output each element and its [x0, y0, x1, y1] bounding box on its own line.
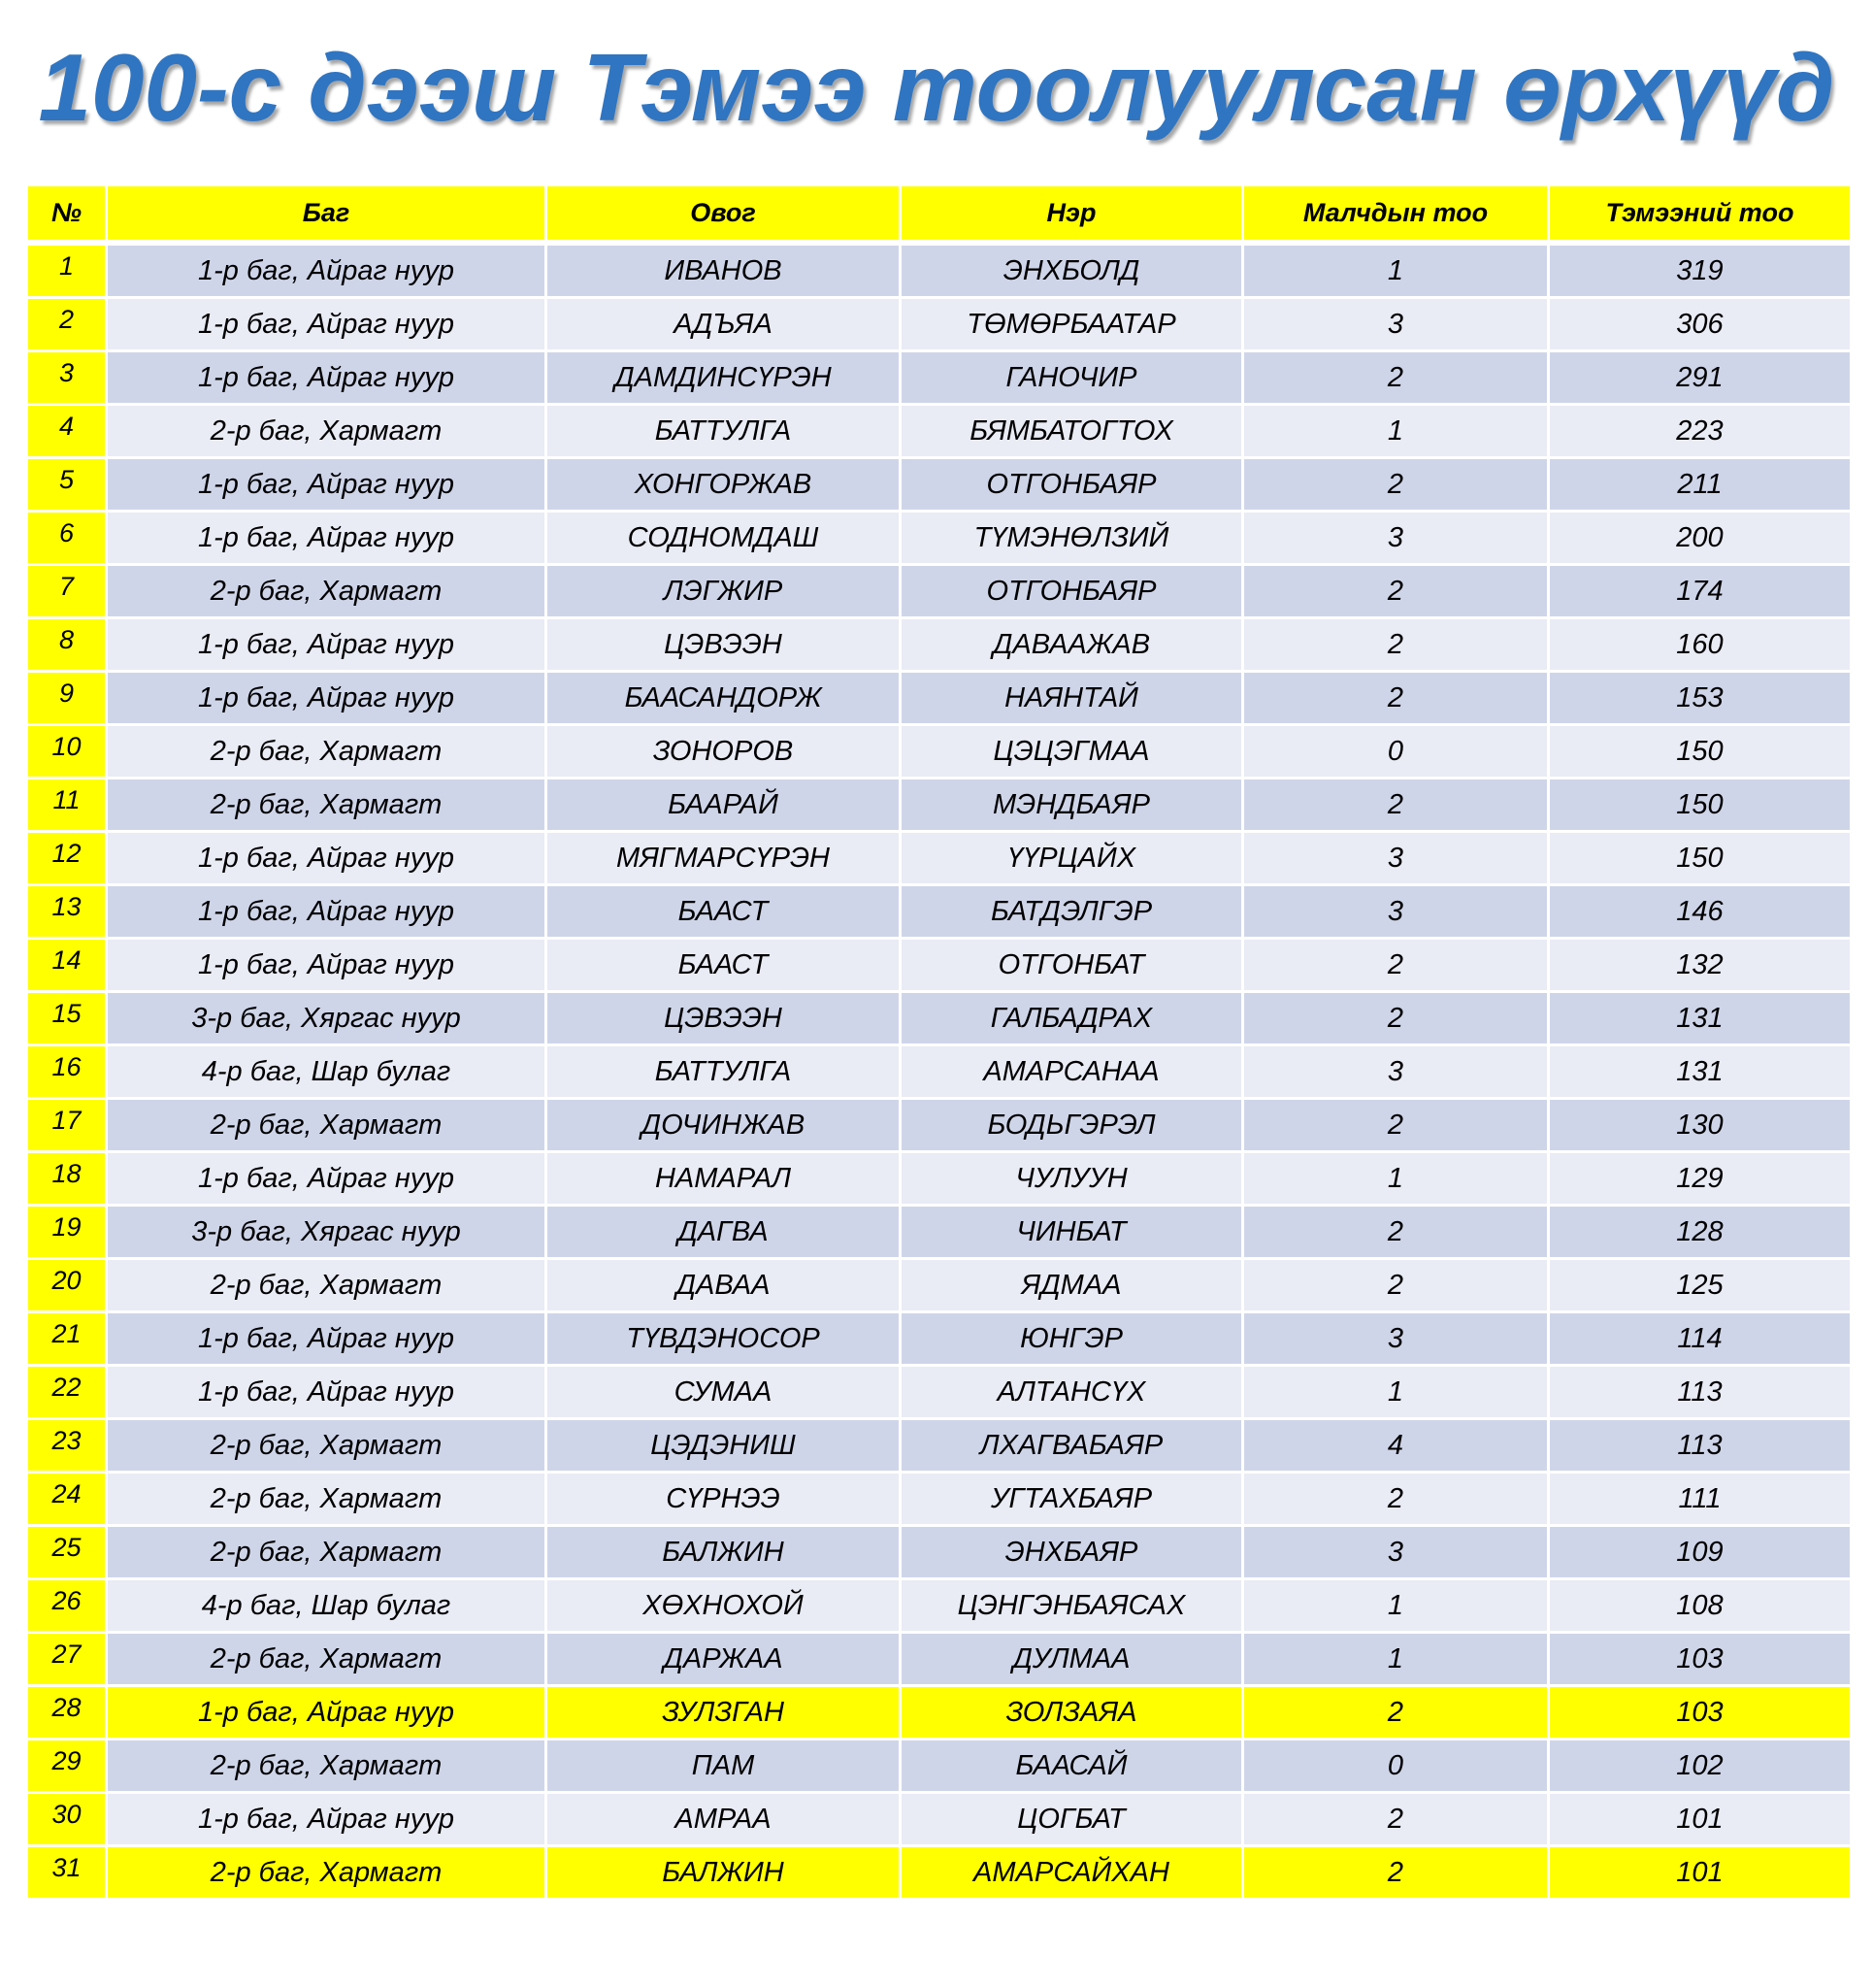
cell-ovog: БАЛЖИН: [546, 1526, 901, 1579]
cell-malchin-count: 2: [1243, 779, 1549, 832]
cell-malchin-count: 2: [1243, 351, 1549, 405]
cell-ner: ОТГОНБАТ: [901, 939, 1243, 992]
cell-ovog: СОДНОМДАШ: [546, 512, 901, 565]
table-row: [27, 1099, 1852, 1152]
cell-ovog: БАТТУЛГА: [546, 405, 901, 458]
table-row: [27, 1152, 1852, 1206]
cell-ovog: АДЪЯА: [546, 298, 901, 351]
cell-number: 9: [27, 672, 107, 725]
table-row: [27, 939, 1852, 992]
cell-ner: АМАРСАЙХАН: [901, 1846, 1243, 1900]
cell-ovog: ЦЭДЭНИШ: [546, 1419, 901, 1473]
cell-number: 7: [27, 565, 107, 618]
cell-number: 16: [27, 1045, 107, 1099]
cell-number: 31: [27, 1846, 107, 1900]
cell-camel-count: 153: [1549, 672, 1852, 725]
table-row: [27, 885, 1852, 939]
cell-camel-count: 108: [1549, 1579, 1852, 1633]
cell-malchin-count: 1: [1243, 1633, 1549, 1686]
table-row: [27, 1846, 1852, 1900]
cell-ner: ЧИНБАТ: [901, 1206, 1243, 1259]
cell-ovog: БАЛЖИН: [546, 1846, 901, 1900]
cell-ner: НАЯНТАЙ: [901, 672, 1243, 725]
cell-number: 3: [27, 351, 107, 405]
cell-ovog: ДАВАА: [546, 1259, 901, 1312]
cell-malchin-count: 2: [1243, 565, 1549, 618]
header-ovog: Овог: [546, 185, 901, 244]
cell-ovog: ДАГВА: [546, 1206, 901, 1259]
cell-bag: 1-р баг, Айраг нуур: [107, 618, 546, 672]
cell-ner: ГАЛБАДРАХ: [901, 992, 1243, 1045]
cell-number: 1: [27, 243, 107, 298]
cell-malchin-count: 3: [1243, 1312, 1549, 1366]
cell-ner: ЦЭНГЭНБАЯСАХ: [901, 1579, 1243, 1633]
cell-bag: 1-р баг, Айраг нуур: [107, 1152, 546, 1206]
cell-ovog: ХОНГОРЖАВ: [546, 458, 901, 512]
cell-malchin-count: 2: [1243, 672, 1549, 725]
cell-ner: ГАНОЧИР: [901, 351, 1243, 405]
table-row: [27, 672, 1852, 725]
cell-malchin-count: 4: [1243, 1419, 1549, 1473]
cell-ovog: БААРАЙ: [546, 779, 901, 832]
cell-bag: 1-р баг, Айраг нуур: [107, 1686, 546, 1740]
cell-camel-count: 132: [1549, 939, 1852, 992]
cell-bag: 1-р баг, Айраг нуур: [107, 939, 546, 992]
table-header-row: [27, 185, 1852, 244]
cell-ner: АЛТАНСҮХ: [901, 1366, 1243, 1419]
cell-number: 29: [27, 1740, 107, 1793]
cell-ner: ЛХАГВАБАЯР: [901, 1419, 1243, 1473]
cell-number: 8: [27, 618, 107, 672]
cell-camel-count: 130: [1549, 1099, 1852, 1152]
cell-ovog: ЦЭВЭЭН: [546, 992, 901, 1045]
cell-bag: 3-р баг, Хяргас нуур: [107, 1206, 546, 1259]
cell-bag: 4-р баг, Шар булаг: [107, 1579, 546, 1633]
cell-bag: 2-р баг, Хармагт: [107, 1846, 546, 1900]
table-row: [27, 512, 1852, 565]
cell-number: 21: [27, 1312, 107, 1366]
header-number: №: [27, 185, 107, 244]
cell-ovog: АМРАА: [546, 1793, 901, 1846]
cell-number: 11: [27, 779, 107, 832]
cell-ovog: ЛЭГЖИР: [546, 565, 901, 618]
cell-camel-count: 291: [1549, 351, 1852, 405]
cell-camel-count: 113: [1549, 1419, 1852, 1473]
cell-malchin-count: 3: [1243, 512, 1549, 565]
cell-malchin-count: 2: [1243, 939, 1549, 992]
cell-ner: ЗОЛЗАЯА: [901, 1686, 1243, 1740]
cell-ovog: БААСАНДОРЖ: [546, 672, 901, 725]
cell-ner: БАТДЭЛГЭР: [901, 885, 1243, 939]
cell-malchin-count: 1: [1243, 1579, 1549, 1633]
cell-camel-count: 113: [1549, 1366, 1852, 1419]
cell-number: 4: [27, 405, 107, 458]
cell-number: 6: [27, 512, 107, 565]
cell-camel-count: 129: [1549, 1152, 1852, 1206]
cell-bag: 4-р баг, Шар булаг: [107, 1045, 546, 1099]
cell-ovog: СУМАА: [546, 1366, 901, 1419]
cell-bag: 1-р баг, Айраг нуур: [107, 885, 546, 939]
cell-ner: УГТАХБАЯР: [901, 1473, 1243, 1526]
cell-malchin-count: 2: [1243, 1206, 1549, 1259]
table-row: [27, 992, 1852, 1045]
table-body: [27, 243, 1852, 1900]
cell-bag: 1-р баг, Айраг нуур: [107, 298, 546, 351]
cell-ner: ДУЛМАА: [901, 1633, 1243, 1686]
table-row: [27, 351, 1852, 405]
cell-camel-count: 319: [1549, 243, 1852, 298]
cell-ner: ЦОГБАТ: [901, 1793, 1243, 1846]
cell-ner: МЭНДБАЯР: [901, 779, 1243, 832]
table-row: [27, 1259, 1852, 1312]
cell-bag: 1-р баг, Айраг нуур: [107, 1312, 546, 1366]
cell-bag: 1-р баг, Айраг нуур: [107, 243, 546, 298]
cell-ner: БОДЬГЭРЭЛ: [901, 1099, 1243, 1152]
table-row: [27, 1312, 1852, 1366]
header-bag: Баг: [107, 185, 546, 244]
cell-bag: 1-р баг, Айраг нуур: [107, 512, 546, 565]
cell-number: 24: [27, 1473, 107, 1526]
cell-ovog: ИВАНОВ: [546, 243, 901, 298]
cell-number: 19: [27, 1206, 107, 1259]
cell-bag: 1-р баг, Айраг нуур: [107, 1793, 546, 1846]
cell-malchin-count: 1: [1243, 1152, 1549, 1206]
cell-ner: ТӨМӨРБААТАР: [901, 298, 1243, 351]
cell-ovog: БАТТУЛГА: [546, 1045, 901, 1099]
cell-ovog: БААСТ: [546, 939, 901, 992]
cell-malchin-count: 1: [1243, 243, 1549, 298]
cell-number: 30: [27, 1793, 107, 1846]
table-row: [27, 1579, 1852, 1633]
cell-number: 5: [27, 458, 107, 512]
cell-malchin-count: 3: [1243, 1526, 1549, 1579]
cell-malchin-count: 3: [1243, 1045, 1549, 1099]
header-ner: Нэр: [901, 185, 1243, 244]
cell-ovog: БААСТ: [546, 885, 901, 939]
cell-ner: АМАРСАНАА: [901, 1045, 1243, 1099]
cell-number: 20: [27, 1259, 107, 1312]
page-title: 100-с дээш Тэмээ тоолуулсан өрхүүд: [38, 34, 1835, 141]
cell-malchin-count: 2: [1243, 618, 1549, 672]
cell-camel-count: 103: [1549, 1686, 1852, 1740]
cell-malchin-count: 2: [1243, 1686, 1549, 1740]
cell-camel-count: 160: [1549, 618, 1852, 672]
cell-ner: БААСАЙ: [901, 1740, 1243, 1793]
cell-number: 2: [27, 298, 107, 351]
cell-camel-count: 109: [1549, 1526, 1852, 1579]
cell-ovog: ПАМ: [546, 1740, 901, 1793]
table-row: [27, 1045, 1852, 1099]
cell-camel-count: 114: [1549, 1312, 1852, 1366]
cell-malchin-count: 2: [1243, 458, 1549, 512]
cell-number: 13: [27, 885, 107, 939]
cell-ovog: ЗОНОРОВ: [546, 725, 901, 779]
table-row: [27, 458, 1852, 512]
cell-bag: 2-р баг, Хармагт: [107, 565, 546, 618]
cell-ner: ҮҮРЦАЙХ: [901, 832, 1243, 885]
cell-ner: ЭНХБОЛД: [901, 243, 1243, 298]
cell-ner: ОТГОНБАЯР: [901, 565, 1243, 618]
cell-malchin-count: 3: [1243, 298, 1549, 351]
header-malchin-count: Малчдын тоо: [1243, 185, 1549, 244]
cell-malchin-count: 1: [1243, 405, 1549, 458]
cell-bag: 1-р баг, Айраг нуур: [107, 672, 546, 725]
table-row: [27, 298, 1852, 351]
cell-ovog: ЦЭВЭЭН: [546, 618, 901, 672]
cell-malchin-count: 2: [1243, 992, 1549, 1045]
cell-ner: ЯДМАА: [901, 1259, 1243, 1312]
cell-bag: 1-р баг, Айраг нуур: [107, 832, 546, 885]
cell-malchin-count: 2: [1243, 1099, 1549, 1152]
header-camel-count: Тэмээний тоо: [1549, 185, 1852, 244]
cell-bag: 2-р баг, Хармагт: [107, 1633, 546, 1686]
cell-camel-count: 150: [1549, 779, 1852, 832]
cell-ner: ЧУЛУУН: [901, 1152, 1243, 1206]
table-row: [27, 1633, 1852, 1686]
cell-malchin-count: 0: [1243, 725, 1549, 779]
cell-ovog: ДАРЖАА: [546, 1633, 901, 1686]
table-row: [27, 1419, 1852, 1473]
cell-ovog: ЗУЛЗГАН: [546, 1686, 901, 1740]
cell-ovog: ТҮВДЭНОСОР: [546, 1312, 901, 1366]
table-row: [27, 1366, 1852, 1419]
cell-bag: 3-р баг, Хяргас нуур: [107, 992, 546, 1045]
cell-malchin-count: 2: [1243, 1846, 1549, 1900]
table-row: [27, 565, 1852, 618]
cell-camel-count: 306: [1549, 298, 1852, 351]
cell-ovog: МЯГМАРСҮРЭН: [546, 832, 901, 885]
cell-bag: 2-р баг, Хармагт: [107, 405, 546, 458]
cell-camel-count: 150: [1549, 725, 1852, 779]
table-row: [27, 1473, 1852, 1526]
table-row: [27, 1206, 1852, 1259]
table-row: [27, 1793, 1852, 1846]
cell-malchin-count: 2: [1243, 1473, 1549, 1526]
cell-malchin-count: 0: [1243, 1740, 1549, 1793]
cell-number: 22: [27, 1366, 107, 1419]
cell-bag: 2-р баг, Хармагт: [107, 725, 546, 779]
cell-number: 14: [27, 939, 107, 992]
table-row: [27, 1686, 1852, 1740]
cell-ovog: ДАМДИНСҮРЭН: [546, 351, 901, 405]
cell-bag: 2-р баг, Хармагт: [107, 1473, 546, 1526]
cell-bag: 2-р баг, Хармагт: [107, 1259, 546, 1312]
cell-ner: ОТГОНБАЯР: [901, 458, 1243, 512]
cell-bag: 2-р баг, Хармагт: [107, 1419, 546, 1473]
cell-bag: 2-р баг, Хармагт: [107, 1526, 546, 1579]
cell-camel-count: 101: [1549, 1793, 1852, 1846]
cell-camel-count: 102: [1549, 1740, 1852, 1793]
table-row: [27, 405, 1852, 458]
cell-bag: 1-р баг, Айраг нуур: [107, 458, 546, 512]
table-row: [27, 618, 1852, 672]
cell-camel-count: 103: [1549, 1633, 1852, 1686]
cell-ner: ДАВААЖАВ: [901, 618, 1243, 672]
cell-number: 26: [27, 1579, 107, 1633]
households-table: [25, 183, 1853, 1901]
table-row: [27, 1526, 1852, 1579]
cell-camel-count: 211: [1549, 458, 1852, 512]
cell-malchin-count: 3: [1243, 832, 1549, 885]
cell-number: 23: [27, 1419, 107, 1473]
cell-camel-count: 131: [1549, 1045, 1852, 1099]
table-row: [27, 243, 1852, 298]
cell-malchin-count: 1: [1243, 1366, 1549, 1419]
cell-bag: 1-р баг, Айраг нуур: [107, 351, 546, 405]
cell-camel-count: 131: [1549, 992, 1852, 1045]
cell-camel-count: 150: [1549, 832, 1852, 885]
cell-camel-count: 128: [1549, 1206, 1852, 1259]
table-row: [27, 832, 1852, 885]
cell-number: 25: [27, 1526, 107, 1579]
cell-ner: ЭНХБАЯР: [901, 1526, 1243, 1579]
cell-ovog: ДОЧИНЖАВ: [546, 1099, 901, 1152]
cell-malchin-count: 2: [1243, 1793, 1549, 1846]
cell-ovog: НАМАРАЛ: [546, 1152, 901, 1206]
table-row: [27, 779, 1852, 832]
cell-number: 12: [27, 832, 107, 885]
cell-number: 10: [27, 725, 107, 779]
cell-bag: 2-р баг, Хармагт: [107, 1099, 546, 1152]
cell-number: 15: [27, 992, 107, 1045]
cell-camel-count: 200: [1549, 512, 1852, 565]
cell-number: 18: [27, 1152, 107, 1206]
cell-number: 27: [27, 1633, 107, 1686]
cell-number: 28: [27, 1686, 107, 1740]
cell-camel-count: 146: [1549, 885, 1852, 939]
cell-ovog: ХӨХНОХОЙ: [546, 1579, 901, 1633]
table-row: [27, 725, 1852, 779]
cell-bag: 1-р баг, Айраг нуур: [107, 1366, 546, 1419]
cell-number: 17: [27, 1099, 107, 1152]
cell-ner: ЮНГЭР: [901, 1312, 1243, 1366]
cell-ner: БЯМБАТОГТОХ: [901, 405, 1243, 458]
cell-camel-count: 125: [1549, 1259, 1852, 1312]
cell-ner: ЦЭЦЭГМАА: [901, 725, 1243, 779]
cell-malchin-count: 3: [1243, 885, 1549, 939]
cell-camel-count: 111: [1549, 1473, 1852, 1526]
cell-ovog: СҮРНЭЭ: [546, 1473, 901, 1526]
cell-camel-count: 223: [1549, 405, 1852, 458]
cell-camel-count: 174: [1549, 565, 1852, 618]
cell-camel-count: 101: [1549, 1846, 1852, 1900]
table-row: [27, 1740, 1852, 1793]
cell-bag: 2-р баг, Хармагт: [107, 1740, 546, 1793]
cell-malchin-count: 2: [1243, 1259, 1549, 1312]
cell-bag: 2-р баг, Хармагт: [107, 779, 546, 832]
cell-ner: ТҮМЭНӨЛЗИЙ: [901, 512, 1243, 565]
